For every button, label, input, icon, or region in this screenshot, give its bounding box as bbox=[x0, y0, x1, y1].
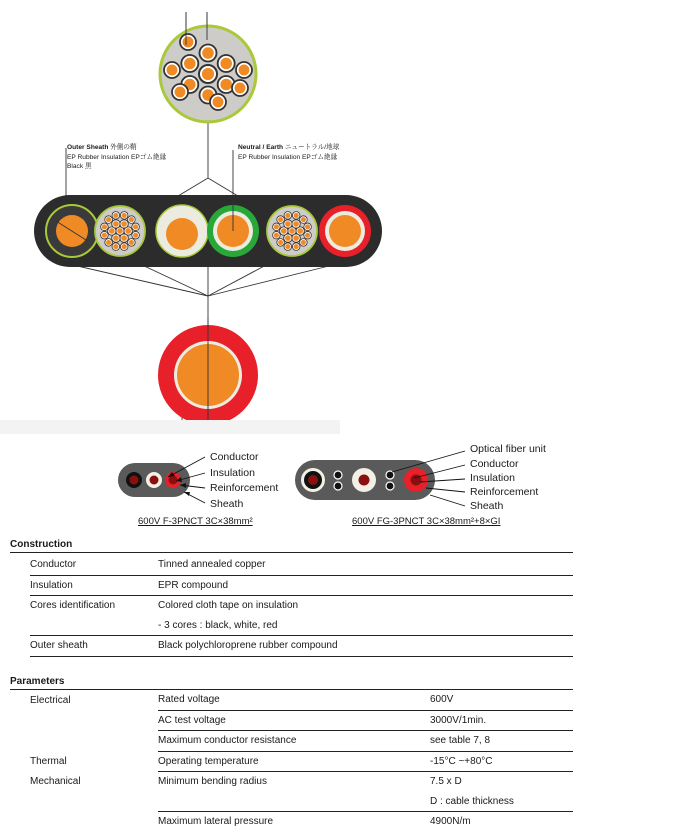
cable-left-label-sheath: Sheath bbox=[210, 498, 244, 510]
parameter-value: 3000V/1min. bbox=[430, 710, 573, 731]
table-row bbox=[10, 636, 573, 657]
strand-conductor bbox=[113, 244, 118, 249]
table-row bbox=[10, 731, 573, 752]
cable-left-label-insulation: Insulation bbox=[210, 467, 255, 479]
strand-conductor bbox=[183, 37, 194, 48]
strand-conductor bbox=[129, 240, 134, 245]
table-row bbox=[10, 772, 573, 792]
parameter-group bbox=[30, 812, 158, 832]
strand-conductor bbox=[294, 213, 299, 218]
table-row bbox=[10, 751, 573, 772]
parameter-group bbox=[30, 792, 158, 812]
strand-conductor bbox=[301, 217, 306, 222]
cable-right-label-insulation: Insulation bbox=[470, 472, 515, 484]
strand-conductor bbox=[106, 240, 111, 245]
fade-band bbox=[0, 420, 340, 434]
neutral-earth-title-jp: ニュートラル/地球 bbox=[284, 144, 340, 151]
strand-conductor bbox=[220, 58, 232, 70]
neutral-earth-callout bbox=[238, 143, 339, 162]
strand-conductor bbox=[122, 244, 127, 249]
parameter-name: AC test voltage bbox=[158, 710, 430, 731]
strand-conductor bbox=[121, 235, 127, 241]
cable-right-label-conductor: Conductor bbox=[470, 458, 519, 470]
construction-name: Insulation bbox=[30, 575, 158, 596]
cable-right-label-sheath: Sheath bbox=[470, 500, 504, 512]
table-row bbox=[10, 555, 573, 575]
construction-value: Tinned annealed copper bbox=[158, 555, 573, 575]
strand-conductor bbox=[167, 65, 178, 76]
strand-conductor bbox=[113, 221, 119, 227]
parameter-name: Maximum lateral pressure bbox=[158, 816, 274, 828]
strand-conductor bbox=[121, 221, 127, 227]
parameter-value: see table 7, 8 bbox=[430, 731, 573, 752]
strand-conductor bbox=[202, 47, 214, 59]
cable-right-label-reinforcement: Reinforcement bbox=[470, 486, 539, 498]
table-row bbox=[10, 792, 573, 812]
strand-conductor bbox=[220, 79, 232, 91]
strand-conductor bbox=[102, 224, 107, 229]
strand-conductor bbox=[278, 240, 283, 245]
outer-sheath-title-jp: 外側の鞘 bbox=[110, 144, 137, 151]
strand-conductor bbox=[285, 221, 291, 227]
strand-conductor bbox=[305, 224, 310, 229]
outer-sheath-title: Outer Sheath bbox=[67, 144, 109, 151]
parameter-value: D : cable thickness bbox=[430, 792, 573, 812]
strand-conductor bbox=[281, 228, 287, 234]
parameter-value: 4900N/m bbox=[430, 816, 471, 828]
cable-left-label-reinforcement: Reinforcement bbox=[210, 482, 279, 494]
strand-conductor bbox=[297, 228, 303, 234]
strand-conductor bbox=[129, 217, 134, 222]
cable-left-drawing bbox=[118, 457, 205, 503]
parameter-value: 600V bbox=[430, 690, 573, 710]
strand-conductor bbox=[125, 228, 131, 234]
table-row bbox=[10, 690, 573, 710]
parameter-value: 7.5 x D bbox=[430, 776, 462, 788]
top-multicore-section bbox=[160, 26, 256, 122]
construction-value: Black polychloroprene rubber compound bbox=[158, 636, 573, 657]
cable-left-label-conductor: Conductor bbox=[210, 451, 259, 463]
table-row bbox=[10, 616, 573, 636]
strand-conductor bbox=[113, 235, 119, 241]
strand-conductor bbox=[239, 65, 250, 76]
parameter-name bbox=[158, 792, 430, 812]
strand-conductor bbox=[202, 68, 214, 80]
small-cable-drawings bbox=[0, 445, 680, 525]
strand-conductor bbox=[301, 240, 306, 245]
parameter-group bbox=[30, 731, 158, 752]
strand-conductor bbox=[278, 217, 283, 222]
strand-conductor bbox=[109, 228, 115, 234]
strand-conductor bbox=[285, 244, 290, 249]
table-row bbox=[10, 812, 573, 832]
table-row bbox=[10, 710, 573, 731]
strand-conductor bbox=[106, 217, 111, 222]
strand-conductor bbox=[274, 224, 279, 229]
parameter-group: Mechanical bbox=[30, 776, 81, 787]
construction-name: Outer sheath bbox=[30, 636, 158, 657]
strand-conductor bbox=[235, 83, 246, 94]
construction-name bbox=[30, 616, 158, 636]
construction-name: Conductor bbox=[30, 555, 158, 575]
construction-heading: Construction bbox=[10, 539, 73, 550]
strand-conductor bbox=[305, 233, 310, 238]
construction-value: - 3 cores : black, white, red bbox=[158, 616, 573, 636]
flat-cable-section bbox=[34, 195, 382, 267]
construction-divider bbox=[10, 552, 573, 553]
strand-conductor bbox=[285, 213, 290, 218]
strand-conductor bbox=[117, 228, 123, 234]
strand-conductor bbox=[213, 97, 224, 108]
strand-conductor bbox=[289, 228, 295, 234]
strand-conductor bbox=[285, 235, 291, 241]
cable-right-drawing bbox=[295, 451, 465, 506]
strand-conductor bbox=[294, 244, 299, 249]
construction-value: Colored cloth tape on insulation bbox=[158, 600, 299, 612]
strand-conductor bbox=[274, 233, 279, 238]
parameter-name: Operating temperature bbox=[158, 751, 430, 772]
strand-conductor bbox=[122, 213, 127, 218]
parameters-heading: Parameters bbox=[10, 676, 65, 687]
cable-right-caption: 600V FG-3PNCT 3C×38mm²+8×GI bbox=[352, 516, 501, 527]
parameter-value: -15°C ~+80°C bbox=[430, 751, 573, 772]
cable-right-label-optical-fiber-unit: Optical fiber unit bbox=[470, 443, 546, 455]
parameter-group: Thermal bbox=[30, 755, 67, 767]
table-row bbox=[10, 575, 573, 596]
strand-conductor bbox=[293, 221, 299, 227]
strand-conductor bbox=[102, 233, 107, 238]
parameters-table bbox=[10, 690, 573, 832]
outer-sheath-color: Black 黒 bbox=[67, 163, 92, 170]
strand-conductor bbox=[133, 224, 138, 229]
table-row bbox=[10, 596, 573, 616]
outer-sheath-insulation: EP Rubber Insulation EPゴム絶縁 bbox=[67, 153, 167, 161]
outer-sheath-callout bbox=[67, 143, 166, 172]
construction-name: Cores identification bbox=[30, 600, 116, 612]
parameter-group bbox=[30, 710, 158, 731]
strand-conductor bbox=[113, 213, 118, 218]
construction-value: EPR compound bbox=[158, 575, 573, 596]
strand-conductor bbox=[293, 235, 299, 241]
parameter-name: Minimum bending radius bbox=[158, 776, 267, 788]
cable-left-caption: 600V F-3PNCT 3C×38mm² bbox=[138, 516, 253, 527]
strand-conductor bbox=[175, 87, 186, 98]
neutral-earth-title: Neutral / Earth bbox=[238, 144, 284, 151]
construction-table bbox=[10, 555, 573, 657]
strand-conductor bbox=[184, 58, 196, 70]
parameter-name: Rated voltage bbox=[158, 690, 430, 710]
strand-conductor bbox=[133, 233, 138, 238]
neutral-earth-insulation: EP Rubber Insulation EPゴム絶縁 bbox=[238, 153, 338, 161]
parameter-name: Maximum conductor resistance bbox=[158, 731, 430, 752]
parameter-group: Electrical bbox=[30, 694, 71, 706]
